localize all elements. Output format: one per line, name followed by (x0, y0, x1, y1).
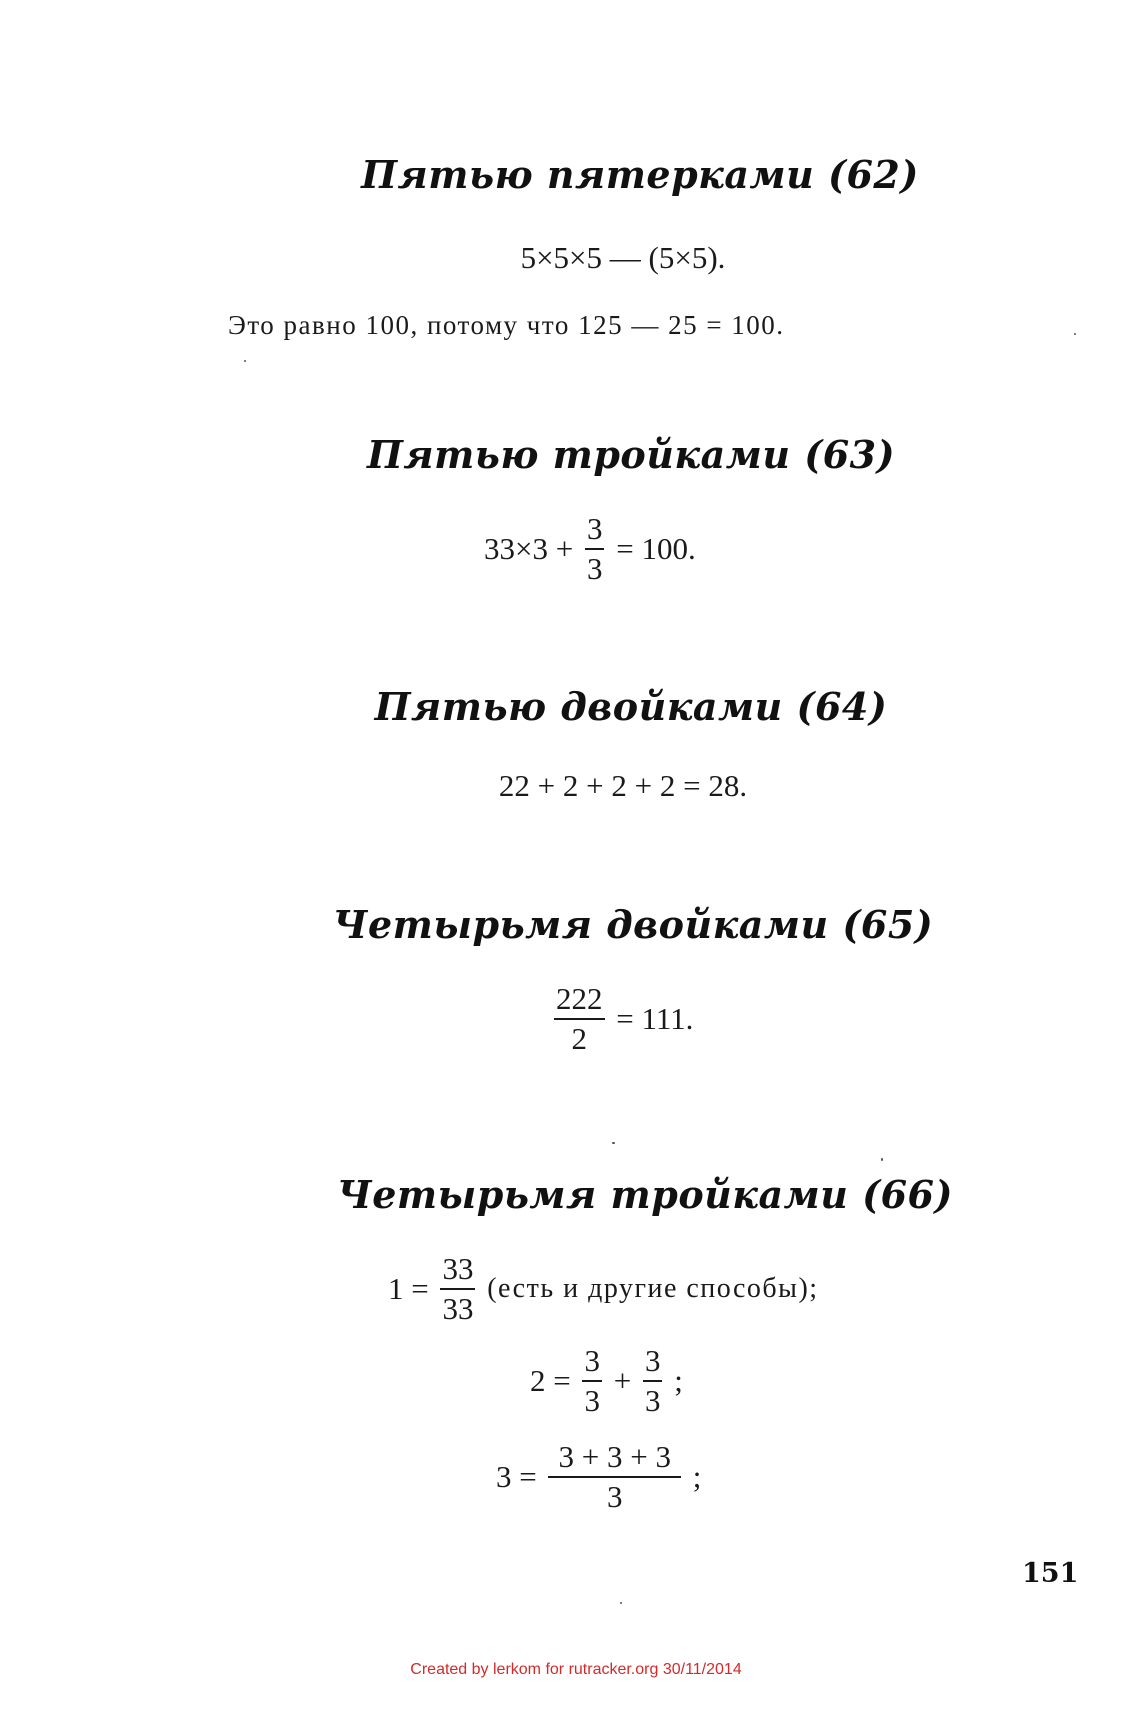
formula-left: 33×3 + (484, 531, 574, 567)
fraction (554, 982, 605, 1056)
section-66-formula-2 (530, 1344, 683, 1418)
section-65-formula (550, 982, 693, 1056)
formula-left: 1 = (388, 1271, 429, 1307)
fraction-denominator: 3 (606, 1479, 623, 1515)
fraction-numerator: 3 (582, 1344, 602, 1382)
fraction (548, 1440, 680, 1514)
watermark: Created by lerkom for rutracker.org 30/11/2014 (410, 1661, 742, 1678)
plus-sign: + (613, 1363, 632, 1399)
fraction-numerator: 222 (554, 982, 605, 1020)
fraction-denominator: 2 (571, 1021, 587, 1057)
section-63-heading: Пятью тройками (63) (366, 432, 896, 477)
fraction-denominator: 33 (442, 1291, 474, 1327)
formula-right: ; (674, 1363, 683, 1399)
fraction (643, 1344, 663, 1418)
scan-speck (1074, 333, 1076, 335)
fraction-numerator: 3 (585, 512, 605, 550)
formula-left: 2 = (530, 1363, 571, 1399)
fraction (582, 1344, 602, 1418)
formula-right: = 111. (616, 1001, 694, 1037)
section-62-explanation: Это равно 100, потому что 125 — 25 = 100. (228, 310, 785, 340)
formula-left: 3 = (496, 1459, 537, 1495)
page-number: 151 (1022, 1558, 1079, 1589)
fraction-numerator: 33 (440, 1252, 475, 1290)
section-62-formula: 5×5×5 — (5×5). (520, 240, 726, 275)
fraction-denominator: 3 (644, 1383, 661, 1419)
scan-speck (244, 360, 246, 362)
section-65-heading: Четырьмя двойками (65) (332, 902, 934, 947)
section-64-formula: 22 + 2 + 2 + 2 = 28. (498, 768, 748, 803)
fraction-numerator: 3 + 3 + 3 (548, 1440, 680, 1478)
formula-right: = 100. (616, 531, 696, 567)
fraction-numerator: 3 (643, 1344, 663, 1382)
fraction-denominator: 3 (586, 551, 603, 587)
section-66-heading: Четырьмя тройками (66) (337, 1172, 953, 1217)
scan-speck (881, 1158, 883, 1161)
fraction (585, 512, 605, 586)
section-66-formula-3 (496, 1440, 701, 1514)
section-63-formula (484, 512, 696, 586)
section-66-formula-1 (388, 1252, 819, 1326)
formula-right: ; (692, 1459, 702, 1495)
fraction-denominator: 3 (584, 1383, 600, 1419)
section-64-heading: Пятью двойками (64) (374, 684, 888, 729)
formula-note: (есть и другие способы); (487, 1273, 819, 1305)
fraction (440, 1252, 475, 1326)
scan-speck (620, 1602, 622, 1604)
section-62-heading: Пятью пятерками (62) (361, 152, 919, 197)
scan-speck (612, 1142, 615, 1144)
